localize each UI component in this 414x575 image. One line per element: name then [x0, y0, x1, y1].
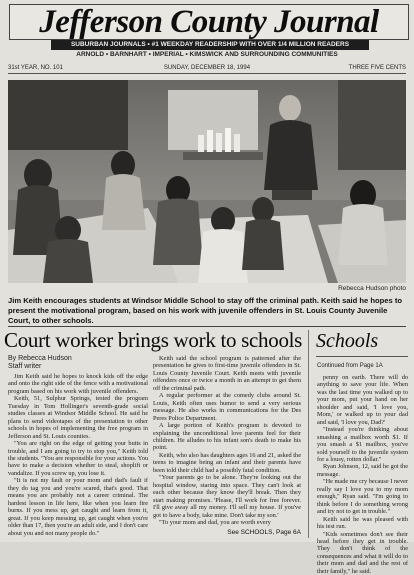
paragraph: Keith said he was pleased with his test run. [317, 515, 408, 531]
continuation-column [317, 374, 408, 575]
masthead-tagline: SUBURBAN JOURNALS • #1 WEEKDAY READERSHIP WITH OVER 1/4 MILLION READERS [51, 40, 369, 50]
article-column-1 [8, 373, 148, 537]
byline-role: Staff writer [8, 363, 42, 370]
newspaper-title: Jefferson County Journal [39, 4, 379, 40]
continued-from-line: Continued from Page 1A [317, 363, 383, 369]
masthead-communities: ARNOLD • BARNHART • IMPERIAL • KIMSWICK AND SURROUNDING COMMUNITIES [76, 51, 338, 58]
masthead-title-box [9, 4, 409, 40]
photo-caption: Jim Keith encourages students at Windsor Middle School to stay off the criminal path. Keith said he hopes to present the motivational program, based on his work with juvenile offenders in St. Louis County Juvenile Court, to other schools. [8, 296, 403, 325]
issue-date: SUNDAY, DECEMBER 18, 1994 [163, 65, 251, 71]
article-headline: Court worker brings work to schools [4, 328, 303, 352]
paragraph: "Your parents go to be alone. They're looking out the hospital window, staring into space. They can't look at each other because they know they'll break. Then they start making promises. 'Please, I'll work for free forever. I'll give away all my money. I'll sell my house. If you've got to have a body, take mine. Don't take my son.' [153, 474, 301, 519]
masthead [3, 2, 411, 60]
photo-credit: Rebecca Hudson photo [338, 285, 406, 292]
paragraph: "He made me cry because I never really say I love you to my mom enough," Ryan said. "I'm going to think before I do something wrong and try not to get in trouble." [317, 478, 408, 516]
article-column-2 [153, 355, 301, 528]
paragraph: Keith said the school program is patterned after the presentation he gives to first-time juvenile offenders in St. Louis County Juvenile Court. Keith meets with juvenile offenders once or twice a month in an attempt to get them off the criminal path. [153, 355, 301, 392]
paragraph: "Instead you're thinking about smashing a mailbox worth $1. If you smash a $1 mailbox, you've sold yourself to the juvenile system for a lousy, rotten dollar." [317, 426, 408, 463]
paragraph: "You are right on the edge of getting your butts in trouble, and I am going to try to stop you," Keith told the students. "You are responsible for your actions. You have to make a decision whether to steal, shoplift or vandalize. If you screw up, you lose it. [8, 440, 148, 477]
continuation-title: Schools [316, 328, 408, 357]
paragraph: "It is not my fault or your mom and dad's fault if they do tag you and you're scared, that's good. That means you are probably not a career criminal. The hardest lesson in life here, like when you learn fire burns. If you mess up, get caught and learn from it, great. If you keep messing up, get caught when you're older than 17, then you're an adult side, and I don't care about you and not many people do." [8, 477, 148, 537]
byline-author: By Rebecca Hudson [8, 355, 72, 362]
paragraph: Ryan Johnson, 12, said he got the message. [317, 463, 408, 478]
paragraph: "To your mom and dad, you are worth every [159, 518, 271, 526]
paragraph: A large portion of Keith's program is devoted to explaining the unconditional love parents feel for their children. He alludes to his infant son's death to make his point. [153, 422, 301, 452]
classroom-photo-illustration [8, 80, 406, 283]
paragraph: Keith, 51, Sulphur Springs, tested the program Tuesday in Tom Hollinger's seventh-grade social studies classes at Windsor Middle School. He said he plans to send videotapes of the presentation to other schools in hopes of implementing the free program in Jefferson and St. Louis counties. [8, 395, 148, 440]
paragraph: Keith, who also has daughters ages 16 and 21, asked the teens to imagine being an infant and their parents have been told their child had a possibly fatal condition. [153, 451, 301, 474]
continuation-jump-line: See SCHOOLS, Page 6A [227, 529, 301, 536]
classroom-photo [8, 80, 406, 283]
byline [8, 355, 148, 371]
paragraph: "Kids sometimes don't see their head before they get in trouble. They don't think of the consequences and what it will do to their mom and dad and the rest of their family," he said. [317, 530, 408, 575]
issue-price: THREE FIVE CENTS [348, 65, 406, 71]
issue-number: 31st YEAR, NO. 101 [8, 65, 63, 71]
paragraph: A regular performer at the comedy clubs around St. Louis, Keith often uses humor to send a very serious message. He also works in communications for the Des Peres Police Department. [153, 392, 301, 422]
column-divider [308, 330, 309, 538]
paragraph: Jim Keith said he hopes to knock kids off the edge and onto the right side of the fence with a motivational program based on his work with juvenile offenders. [8, 373, 148, 395]
dateline [8, 64, 406, 74]
paragraph: penny on earth. There will do anything to save your life. When was the last time you walked up to your mom, put your hand on her shoulder and said, 'I love you, Mom,' or walked up to your dad and said, 'I love you, Dad?' [317, 374, 408, 426]
